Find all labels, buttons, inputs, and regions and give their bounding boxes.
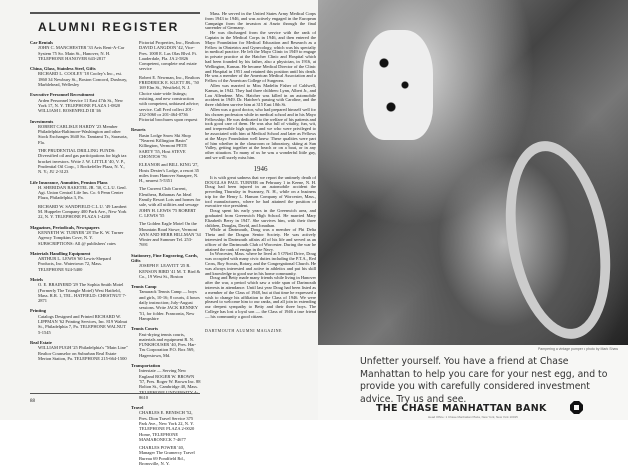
advertisement-page xyxy=(318,0,628,420)
chase-octagon-logo-icon xyxy=(570,401,583,414)
listing-entry: ARTHUR L. LEWIS '60 Lewis-Shepard Products, Inc. Watertown 72, Mass. TELEPHONE 924-5400 xyxy=(38,256,111,272)
listing-entry: Catalogs Designed and Printed RICHARD W. LIPPMAN '62 Printing Services, Inc. 819 Walnut St., Philadelphia 7, Pa. TELEPHONE WALNUT 5-1545 xyxy=(38,313,128,335)
bank-address: Head Office: 1 Chase Manhattan Plaza, New York, New York 10015 xyxy=(428,415,518,419)
listing-entry: CHARLES POWER '40, Manager The Gramercy Travel Bureau 69 Pondfield Rd., Bronxville, N. Y. xyxy=(139,445,195,467)
obituary-paragraph: Doug and Betty made many friends while living in Hanover after the war, a period which saw a wide span of Dartmouth interests in attendance. Until last year Doug had been listed as a member of the Class of 1948, but at that time he expressed a wish to change his affiliation to the Class of 1946. We were pleased to welcome him to our ranks, and all join in extending our deepest sympathy to Betty and their three boys. The College has lost a loyal son — the Class of 1946 a true friend — his community a good citizen. xyxy=(205,275,316,319)
category-heading: Car Rentals xyxy=(30,40,54,45)
bank-name: THE CHASE MANHATTAN BANK xyxy=(376,403,547,414)
category-heading: Investments xyxy=(30,118,54,124)
category-heading: Printing xyxy=(30,308,47,314)
register-column-1 xyxy=(30,40,128,364)
obituary-paragraph: Mass. He served in the United States Army Medical Corps from 1943 to 1946, and was actively engaged in the European Campaign from the invasion at Anzio through the final surrender of Germany. xyxy=(205,11,316,31)
listing-entry: ROBERT CARLISLE HARDY '23 Member Philadelphia-Baltimore-Washington and other Stock Exchanges 3640 So. Tamiami Tr., Sarasota, Fla. xyxy=(38,123,128,145)
obituary-paragraph: Allen was married to Miss Madelin Fisher of Caldwell, Kansas, in 1942. They had three children: Lynn, Albert Jr., and Lou Allendene. Mrs. Hatcher was killed in an automobile accident in 1949. Dr. Hatcher's passing with Caroline, and the three children survive him at 315 East 10th St. xyxy=(205,82,316,108)
category-heading: Materials Handling Equipment xyxy=(30,250,91,256)
listing-entry: Fast-drying tennis courts, materials and equipment R. N. FUNKHOUSER '40, Pres. Har-Tru Corporation P.O. Box 569, Hagerstown, Md. xyxy=(139,331,197,358)
category-heading: Magazines, Periodicals, Newspapers xyxy=(30,224,100,230)
category-heading: Transportation xyxy=(131,363,161,369)
listing-entry: WILLIAM PUGH '25 Philadelphia's "Main Line" Realtor Counselor on Suburban Real Estate Merion Station, Pa. TELEPHONE 215-664-1500 xyxy=(38,345,128,361)
dalmatian-image xyxy=(363,30,433,140)
listing-entry: RICHARD L. COOLEY '18 Cooley's Inc., est. 1860 34 Newbury St., Boston Concord, Duxbury, Marblehead, Wellesley xyxy=(38,71,128,88)
obituary-paragraph: Allen was a good doctor, who had prepared himself well for his chosen profession while in medical school and in his Mayo Fellowship. He was dedicated to the welfare of his patients and took good care of them. He was also full of vitality, fun, wit, and irrepressible high spirits, and we who were privileged to be associated with him at Medical School and later as Fellows at the Mayo Foundation well knew. These qualities were part of him whether in the classroom or laboratory, skiing at Sun Valley, getting together at the beach or on a boat, or in any other situation. To many of us he was a wonderful little guy, and we will surely miss him. xyxy=(205,106,316,160)
listing-entry: Arden Personnel Service 11 East 47th St., New York 17, N. Y. TELEPHONE PLAZA 1-0820 WILLIAM I. ROSENFELD III '46 xyxy=(38,97,123,114)
top-rule xyxy=(30,12,200,14)
class-year-heading: 1946 xyxy=(253,164,268,173)
listing-entry: RICHARD W. SANDFIELD C.L.U. '49 Lambert M. Huppeler Company 400 Park Ave., New York 22, N. Y. TELEPHONE PLAZA 1-4200 xyxy=(38,203,127,220)
obituary-paragraph: Doug spent his early years in the Greenwich area, and graduated from Greenwich High School. He married Mary Elizabeth Berry in 1947. She survives him, with their three children, Douglas, David, and Jonathan. xyxy=(205,208,316,228)
category-heading: Motels xyxy=(30,276,43,282)
listing-entry: Pictorial Properties, Inc., Realtors DAVID LANGDON '42, Vice-Pres. 1008 E. Las Olas Blvd. Ft. Lauderdale, Fla. JA 2-5826 Competent, complete real estate service xyxy=(139,40,200,72)
obituary-paragraph: He was discharged from the service with the rank of Captain in the Medical Corps in 1946, and then entered the Mayo Foundation for Medical Education and Research as a Fellow in Obstetrics and Gynecology, which was his specialty in medical practice. He left the Mayo Clinic in 1949 to engage in private practice at the Hatcher Clinic and Hospital which had been founded by his father, also a physician, in 1916, at Wellington, Kansas. He became Medical Director of the Clinic and Hospital in 1951 and retained this position until his death. He was a member of the American Medical Association and a Fellow of the American College of Surgeons. xyxy=(205,30,316,84)
listing-entry: Tamarack Tennis Camp — boys and girls, 10-16; 8 courts, 4 hours daily instruction; July-August sessions. Write JACK KENNEY '51, for folder. Franconia, New Hampshire xyxy=(139,289,200,321)
page-number: 88 xyxy=(30,399,35,404)
category-heading: China, Glass, Stainless Steel, Gifts xyxy=(30,66,96,72)
listing-entry: ELEANOR and BILL KING '27, Hosts Dexter's Lodge, a resort 35 miles from Hanover Sunapee, N. H., nearest 5-5351 xyxy=(139,162,200,184)
obituary-column xyxy=(205,12,316,333)
listing-entry: The Current Club Current, Eleuthera, Bahamas An Ideal Family Resort Lots and homes for sale, with all utilities and sewage JOHN H. LEWIS '75 ROBERT C. LEWIS '55 xyxy=(139,186,201,218)
listing-entry: The Golden Eagle Motel On the Mountain Road Stowe, Vermont ANN AND HERB HILLMAN '34 Winter and Summer Tel. 253-7691 xyxy=(139,221,201,248)
listing-entry: KENNETH W. TURNER '28 The K. W. Turner Agency Tompkins Cove, N. Y. SUBSCRIPTIONS: All @ publishers' rates xyxy=(38,229,124,246)
category-heading: Life Insurance, Annuities, Pension Plans xyxy=(30,179,108,185)
page-title: ALUMNI REGISTER xyxy=(38,20,180,34)
listing-entry: JOHN C. MANCHESTER '33 Avis Rent-A-Car System 75 So. Main St., Hanover, N. H. TELEPHONE HANOVER 643-2817 xyxy=(38,45,125,61)
obituary-paragraph: It is with great sadness that we report the untimely death of DOUGLAS PAUL TURNER on February 1 in Keene, N. H. Doug had been injured in an automobile accident the preceding Thursday in Swanzey, N. H., while on a business trip for the Henry L. Hanson Company of Worcester, Mass., tool manufacturers, where he had attained the position of executive vice president. xyxy=(205,174,316,209)
ad-body: Unfetter yourself. You have a friend at Chase Manhattan to help you care for your nest egg, and to provide you with carefully considered investment advice. Try us and see. xyxy=(360,356,608,405)
listing-entry: CHARLES E. BENISCH '52, Pres. Dion Travel Service 375 Park Ave., New York 22, N. Y. TELEPHONE PLAZA 2-0020 Home, TELEPHONE MAMARONECK 7-4677 xyxy=(139,410,195,442)
wheel-image xyxy=(491,133,624,345)
category-heading: Tennis Courts xyxy=(131,326,158,332)
category-heading: Real Estate xyxy=(30,339,52,345)
photo-caption: Pampering a vintage pumper • photo by Mark Shaw xyxy=(537,347,618,351)
register-column-2 xyxy=(131,40,201,469)
category-heading: Executive Personnel Recruitment xyxy=(30,92,95,98)
category-heading: Travel xyxy=(131,405,144,411)
listing-entry: H. SHERIDAN BAKETEL JR. '30, C.L.U. Genl. Agt. Union Central Life Ins. Co. 6 Penn Center Plaza, Philadelphia 3, Pa. xyxy=(38,184,127,201)
magazine-footer: DARTMOUTH ALUMNI MAGAZINE xyxy=(205,327,282,333)
listing-entry: Robert E. Newman, Inc., Realtors FREDERICK E. KLETT JR., '50 169 Elm St., Westfield, N. J. Choice state-wide listings; existing, and new construction with competent, unbiased advice; service. Call Fred collect 201-232-5060 or 201-464-0736 Pictorial brochures upon request xyxy=(139,74,200,123)
category-heading: Stationery, Fine Engraving, Cards, Gifts xyxy=(131,252,199,263)
listing-entry: Interstate — Serving New England ROGER W. BROWN '57, Pres. Roger W. Brown Inc. 88 Bolton St., Cambridge 40, Mass. 8610 xyxy=(139,368,201,400)
listing-entry: O. E. BRAINERD '29 The Sophia Smith Motel (Formerly The Triangle Motel) West Hatfield, Mass. R.R. 1, TEL. HATFIELD: CHESTNUT 7-2871 xyxy=(38,282,127,304)
bottom-rule xyxy=(30,393,200,394)
obituary-paragraph: While at Dartmouth, Doug was a member of Phi Delta Theta and the Dragon Senior Society. He was actively interested in Dartmouth affairs all of his life and served as an officer of the Dartmouth Club of Worcester. During the war he attained the rank of ensign in the Navy. xyxy=(205,227,316,252)
dalmatian-pumper-photo xyxy=(318,0,628,345)
obituary-paragraph: In Worcester, Mass. where he lived at 5 O'Neil Drive, Doug was occupied with many civic duties including the P.T.A., Red Cross, Boy Scouts, Rotary, and the Congregational Church. He was always interested and active in athletics and put his skill and knowledge to good use in his home community. xyxy=(205,251,316,276)
listing-entry: Basin Lodge Snow Ski Shop "Nearest Killington Basin" Killington, Vermont PETE SARTY '55, Host STEVE CHONTOS '76 xyxy=(139,132,191,159)
category-heading: Tennis Camp xyxy=(131,284,157,290)
listing-entry: THE PRUDENTIAL DRILLING FUNDS: Diversified oil and gas participations for high tax bracket investors. Write J. W. LITTLE '40, V. P., Prudential Oil Corp., 1 Rockefeller Plaza, N. Y., N. Y.; JU 2-3123 xyxy=(38,148,127,175)
listing-entry: JOSEPH F. LEAVITT '25 R. KENSON BIRD '41 M. T. Bird & Co., 19 West St., Boston xyxy=(139,263,201,279)
category-heading: Resorts xyxy=(131,127,146,133)
